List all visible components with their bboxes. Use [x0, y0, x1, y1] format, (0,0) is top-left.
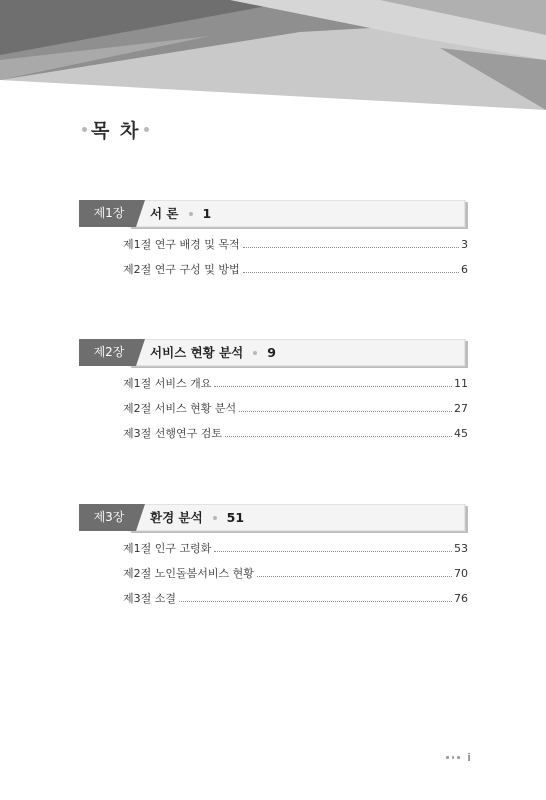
bullet-dot-icon — [144, 127, 149, 132]
toc-entry[interactable] — [123, 540, 468, 565]
chapter-1 — [79, 200, 468, 276]
section-title: 제2절 노인돌봄서비스 현황 — [123, 567, 254, 580]
section-title: 제1절 연구 배경 및 목적 — [123, 238, 240, 251]
chapter-label: 제3장 — [93, 510, 125, 524]
chapter-2-heading[interactable] — [79, 339, 468, 368]
toc-entry[interactable] — [123, 375, 468, 400]
toc-entry[interactable] — [123, 425, 468, 450]
dot-leader — [214, 386, 452, 387]
chapter-title — [150, 200, 211, 227]
section-page: 53 — [454, 542, 468, 555]
dot-leader — [225, 436, 452, 437]
separator-dot-icon — [189, 212, 193, 216]
section-title: 제3절 소결 — [123, 592, 176, 605]
dot-leader — [239, 411, 452, 412]
section-list — [123, 375, 468, 450]
chapter-3-heading[interactable] — [79, 504, 468, 533]
chapter-1-heading[interactable] — [79, 200, 468, 229]
page-folio — [446, 751, 471, 764]
dot-leader — [257, 576, 452, 577]
chapter-page: 51 — [226, 510, 245, 525]
chapter-title — [150, 504, 244, 531]
toc-heading — [82, 116, 149, 143]
dot-leader — [243, 247, 459, 248]
section-page: 76 — [454, 592, 468, 605]
section-list — [123, 540, 468, 615]
chapter-3 — [79, 504, 468, 605]
section-page: 3 — [461, 238, 468, 251]
chapter-page: 1 — [202, 206, 212, 221]
header-banner — [0, 0, 546, 110]
toc-title: 목 차 — [91, 120, 141, 142]
separator-dot-icon — [213, 516, 217, 520]
folio-dot-icon — [457, 756, 460, 759]
page-number: i — [467, 751, 471, 764]
toc-entry[interactable] — [123, 236, 468, 261]
chapter-title — [150, 339, 276, 366]
bullet-dot-icon — [82, 127, 87, 132]
separator-dot-icon — [253, 351, 257, 355]
toc-entry[interactable] — [123, 400, 468, 425]
toc-entry[interactable] — [123, 565, 468, 590]
dot-leader — [243, 272, 459, 273]
chapter-title-text: 서비스 현황 분석 — [150, 345, 244, 360]
chapter-label: 제1장 — [93, 206, 125, 220]
section-page: 6 — [461, 263, 468, 276]
section-title: 제1절 인구 고령화 — [123, 542, 212, 555]
section-list — [123, 236, 468, 286]
section-title: 제2절 서비스 현황 분석 — [123, 402, 237, 415]
chapter-title-text: 서 론 — [150, 206, 179, 221]
chapter-page: 9 — [267, 345, 276, 360]
section-title: 제3절 선행연구 검토 — [123, 427, 222, 440]
dot-leader — [179, 601, 452, 602]
section-page: 11 — [454, 377, 468, 390]
section-page: 70 — [454, 567, 468, 580]
toc-entry[interactable] — [123, 261, 468, 286]
toc-entry[interactable] — [123, 590, 468, 615]
folio-dot-icon — [446, 756, 449, 759]
chapter-label: 제2장 — [93, 345, 125, 359]
dot-leader — [214, 551, 452, 552]
section-page: 45 — [454, 427, 468, 440]
folio-dot-icon — [452, 756, 455, 759]
section-page: 27 — [454, 402, 468, 415]
section-title: 제1절 서비스 개요 — [123, 377, 212, 390]
chapter-title-text: 환경 분석 — [150, 510, 203, 525]
chapter-2 — [79, 339, 468, 440]
section-title: 제2절 연구 구성 및 방법 — [123, 263, 240, 276]
